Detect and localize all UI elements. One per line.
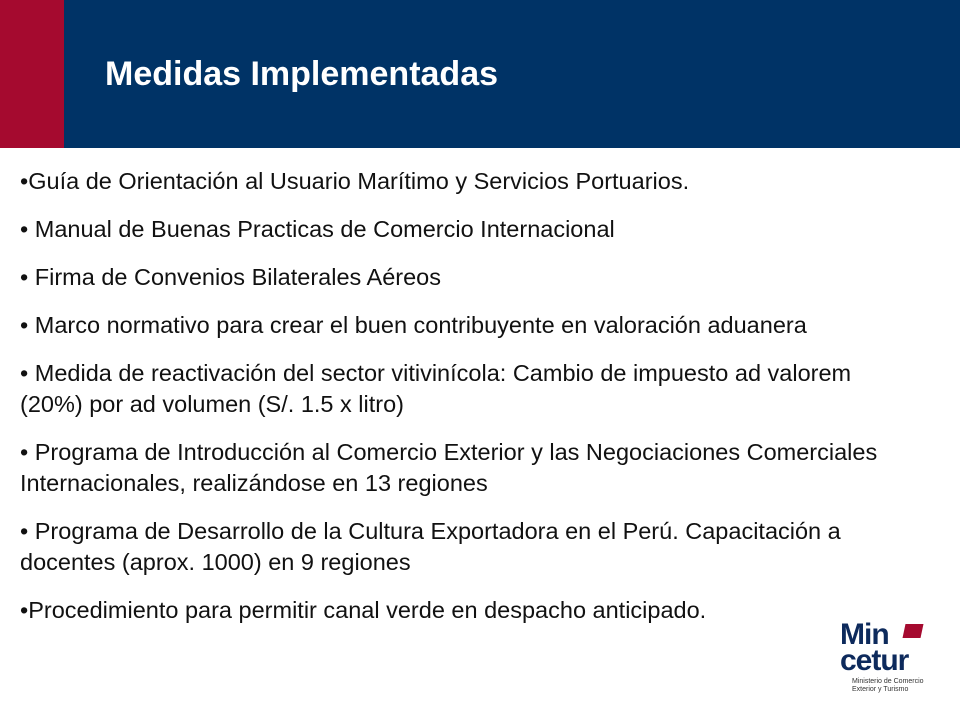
- slide-title: Medidas Implementadas: [105, 55, 499, 93]
- bullet-item: • Programa de Desarrollo de la Cultura Exportadora en el Perú. Capacitación a docentes (aprox. 1000) en 9 regiones: [20, 518, 841, 575]
- bullet-item: • Programa de Introducción al Comercio Exterior y las Negociaciones Comerciales Internacionales, realizándose en 13 regiones: [20, 439, 878, 496]
- mincetur-logo: [840, 620, 940, 700]
- bullet-item: • Firma de Convenios Bilaterales Aéreos: [20, 264, 441, 290]
- bullet-item: •Procedimiento para permitir canal verde en despacho anticipado.: [20, 597, 707, 623]
- bullet-item: • Marco normativo para crear el buen contribuyente en valoración aduanera: [20, 312, 807, 338]
- bullet-item: •Guía de Orientación al Usuario Marítimo y Servicios Portuarios.: [20, 168, 690, 194]
- logo-subtitle-line2: Exterior y Turismo: [852, 686, 909, 693]
- header-accent-stripe: [0, 0, 64, 148]
- bullet-item: • Manual de Buenas Practicas de Comercio Internacional: [20, 216, 615, 242]
- bullet-item: • Medida de reactivación del sector vitivinícola: Cambio de impuesto ad valorem (20%) por ad volumen (S/. 1.5 x litro): [20, 360, 852, 417]
- logo-text-cetur: cetur: [840, 644, 909, 677]
- logo-accent-mark: [903, 624, 924, 638]
- bullet-list: [20, 166, 920, 643]
- logo-text-min: Min: [840, 618, 889, 651]
- logo-subtitle-line1: Ministerio de Comercio: [852, 678, 924, 685]
